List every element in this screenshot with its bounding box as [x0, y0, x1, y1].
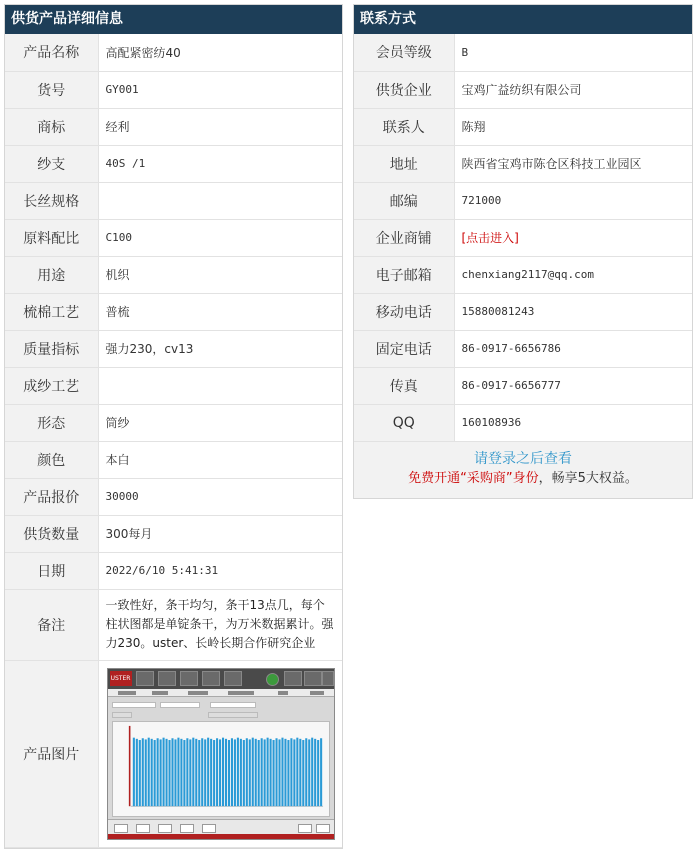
contact-person-value: 陈翔: [454, 108, 692, 145]
table-row: [5, 660, 342, 847]
email-value: chenxiang2117@qq.com: [454, 256, 692, 293]
image-dropdown: [160, 702, 200, 708]
row-label: 成纱工艺: [5, 367, 98, 404]
image-tab: [188, 691, 208, 695]
chart-bar: [263, 739, 265, 806]
image-button: [316, 824, 330, 833]
chart-bar: [305, 738, 307, 806]
image-field: [112, 712, 132, 718]
contact-table: [354, 34, 692, 442]
row-label: 备注: [5, 589, 98, 660]
image-dropdown: [112, 702, 156, 708]
chart-bar: [293, 739, 295, 806]
chart-bar: [311, 737, 313, 806]
promo-highlight[interactable]: “采购商”身份: [460, 470, 539, 486]
chart-bar: [177, 737, 179, 806]
landline-value: 86-0917-6656786: [454, 330, 692, 367]
chart-bar: [239, 738, 241, 805]
chart-bar: [204, 739, 206, 806]
image-tab: [278, 691, 288, 695]
image-button: [158, 824, 172, 833]
chart-bar: [192, 737, 194, 806]
image-tab: [118, 691, 136, 695]
chart-bar: [284, 738, 286, 805]
product-image-cell: [98, 660, 342, 847]
chart-bar: [159, 739, 161, 806]
supply-quantity-value: 300每月: [98, 515, 342, 552]
chart-bar: [183, 740, 185, 806]
table-row: [5, 478, 342, 515]
table-row: [354, 182, 692, 219]
chart-bar: [251, 737, 253, 806]
chart-bar: [144, 739, 146, 806]
material-ratio-value: C100: [98, 219, 342, 256]
chart-marker: [128, 725, 130, 805]
row-label: 颜色: [5, 441, 98, 478]
member-level-value: B: [454, 34, 692, 71]
table-row: [5, 71, 342, 108]
chart-bar: [290, 738, 292, 806]
image-tab: [310, 691, 324, 695]
carding-process-value: 普梳: [98, 293, 342, 330]
promo-text: [354, 469, 692, 489]
table-row: [354, 256, 692, 293]
table-row: [5, 330, 342, 367]
chart-bar: [320, 738, 322, 806]
chart-bar: [168, 740, 170, 806]
contact-title: 联系方式: [354, 5, 692, 34]
chart-bar: [275, 738, 277, 806]
toolbar-icon: [136, 671, 154, 686]
chart-bar: [153, 740, 155, 806]
chart-bar: [138, 740, 140, 806]
row-label: 纱支: [5, 145, 98, 182]
chart-bar: [198, 740, 200, 806]
row-label: 传真: [354, 367, 454, 404]
image-button: [298, 824, 312, 833]
chart-bar: [260, 738, 262, 806]
row-label: 货号: [5, 71, 98, 108]
chart-bar: [201, 738, 203, 806]
row-label: 会员等级: [354, 34, 454, 71]
help-icon: [322, 671, 334, 686]
fax-value: 86-0917-6656777: [454, 367, 692, 404]
chart-bar: [207, 737, 209, 806]
row-label: 企业商铺: [354, 219, 454, 256]
chart-bar: [242, 740, 244, 806]
spinning-process-value: [98, 367, 342, 404]
row-label: 日期: [5, 552, 98, 589]
chart-bar: [227, 740, 229, 806]
chart-bar: [171, 738, 173, 806]
brand-value: 经利: [98, 108, 342, 145]
chart-bar: [233, 739, 235, 806]
table-row: [354, 330, 692, 367]
form-value: 筒纱: [98, 404, 342, 441]
table-row: [5, 256, 342, 293]
toolbar-icon: [180, 671, 198, 686]
table-row: [354, 367, 692, 404]
table-row: [5, 552, 342, 589]
note-value: 一致性好，条干均匀，条干13点几，每个柱状图都是单锭条干，为万米数据累计。强力230。uster、长岭长期合作研究企业: [98, 589, 342, 660]
toolbar-icon: [284, 671, 302, 686]
toolbar-icon: [202, 671, 220, 686]
chart-bar: [132, 737, 134, 806]
image-button: [114, 824, 128, 833]
row-label: 原料配比: [5, 219, 98, 256]
date-value: 2022/6/10 5:41:31: [98, 552, 342, 589]
qq-value: 160108936: [454, 404, 692, 441]
row-label: 商标: [5, 108, 98, 145]
image-button: [202, 824, 216, 833]
chart-bar: [165, 738, 167, 805]
table-row: [5, 293, 342, 330]
login-link[interactable]: 请登录之后查看: [474, 450, 572, 467]
chart-bar: [141, 738, 143, 806]
chart-bar: [180, 738, 182, 805]
table-row: [354, 219, 692, 256]
chart-bar: [254, 738, 256, 805]
filament-spec-value: [98, 182, 342, 219]
chart-bar: [308, 739, 310, 806]
image-tab: [152, 691, 168, 695]
login-prompt: [354, 442, 692, 498]
table-row: [354, 145, 692, 182]
image-field: [208, 712, 258, 718]
contact-panel: [353, 4, 693, 499]
table-row: [5, 589, 342, 660]
chart-bar: [296, 737, 298, 806]
row-label: 形态: [5, 404, 98, 441]
company-value: 宝鸡广益纺织有限公司: [454, 71, 692, 108]
chart-bar: [195, 738, 197, 805]
table-row: [354, 34, 692, 71]
uster-logo: USTER: [110, 671, 132, 686]
chart-bar: [257, 740, 259, 806]
table-row: [354, 108, 692, 145]
product-details-title: 供货产品详细信息: [5, 5, 342, 34]
image-tab: [228, 691, 254, 695]
evenness-bar-chart: [112, 721, 330, 817]
image-status-strip: [108, 834, 334, 839]
toolbar-icon: [304, 671, 322, 686]
image-field: [210, 702, 256, 708]
chart-bar: [314, 738, 316, 805]
table-row: [5, 515, 342, 552]
row-label: 供货数量: [5, 515, 98, 552]
row-label: 用途: [5, 256, 98, 293]
product-details-panel: [4, 4, 343, 849]
product-details-table: [5, 34, 342, 848]
chart-bar: [135, 738, 137, 805]
toolbar-icon: [266, 673, 279, 686]
toolbar-icon: [224, 671, 242, 686]
item-number-value: GY001: [98, 71, 342, 108]
table-row: [5, 404, 342, 441]
postcode-value: 721000: [454, 182, 692, 219]
product-name-value: 高配紧密纺40: [98, 34, 342, 71]
chart-bar: [272, 740, 274, 806]
table-row: [5, 34, 342, 71]
table-row: [5, 367, 342, 404]
yarn-count-value: 40S /1: [98, 145, 342, 182]
row-label: 固定电话: [354, 330, 454, 367]
row-label: 质量指标: [5, 330, 98, 367]
promo-suffix: ，畅享5大权益。: [538, 470, 638, 486]
row-label: 地址: [354, 145, 454, 182]
row-label: 移动电话: [354, 293, 454, 330]
chart-bar: [287, 740, 289, 806]
chart-bar: [299, 738, 301, 805]
table-row: [5, 145, 342, 182]
table-row: [5, 219, 342, 256]
chart-bar: [189, 739, 191, 806]
table-row: [354, 293, 692, 330]
chart-bar: [230, 738, 232, 806]
row-label: 邮编: [354, 182, 454, 219]
usage-value: 机织: [98, 256, 342, 293]
chart-bar: [219, 739, 221, 806]
row-label: QQ: [354, 404, 454, 441]
chart-bar: [147, 737, 149, 806]
chart-bar: [248, 739, 250, 806]
chart-bar: [210, 738, 212, 805]
table-row: [5, 441, 342, 478]
row-label: 长丝规格: [5, 182, 98, 219]
table-row: [5, 108, 342, 145]
product-image[interactable]: [107, 668, 335, 840]
chart-bar: [156, 738, 158, 806]
chart-bar: [224, 738, 226, 805]
shop-link[interactable]: [点击进入]: [461, 231, 519, 245]
address-value: 陕西省宝鸡市陈仓区科技工业园区: [454, 145, 692, 182]
row-label: 产品名称: [5, 34, 98, 71]
chart-bar: [236, 737, 238, 806]
chart-bar: [317, 740, 319, 806]
chart-bar: [213, 740, 215, 806]
promo-prefix: 免费开通: [408, 470, 461, 486]
chart-bar: [278, 739, 280, 806]
mobile-value: 15880081243: [454, 293, 692, 330]
chart-bar: [186, 738, 188, 806]
row-label: 供货企业: [354, 71, 454, 108]
chart-bar: [150, 738, 152, 805]
chart-bar: [245, 738, 247, 806]
image-button: [136, 824, 150, 833]
quality-index-value: 强力230，cv13: [98, 330, 342, 367]
chart-bar: [302, 740, 304, 806]
row-label: 联系人: [354, 108, 454, 145]
chart-bar: [216, 738, 218, 806]
row-label: 产品图片: [5, 660, 98, 847]
image-button: [180, 824, 194, 833]
chart-bar: [266, 737, 268, 806]
row-label: 产品报价: [5, 478, 98, 515]
chart-bar: [269, 738, 271, 805]
chart-bar: [281, 737, 283, 806]
image-tabs: [108, 689, 334, 697]
table-row: [354, 404, 692, 441]
row-label: 梳棉工艺: [5, 293, 98, 330]
price-value: 30000: [98, 478, 342, 515]
toolbar-icon: [158, 671, 176, 686]
chart-bar: [162, 737, 164, 806]
image-toolbar: [108, 669, 334, 689]
color-value: 本白: [98, 441, 342, 478]
table-row: [354, 71, 692, 108]
shop-cell: [454, 219, 692, 256]
table-row: [5, 182, 342, 219]
chart-bar: [174, 739, 176, 806]
chart-bar: [221, 737, 223, 806]
row-label: 电子邮箱: [354, 256, 454, 293]
